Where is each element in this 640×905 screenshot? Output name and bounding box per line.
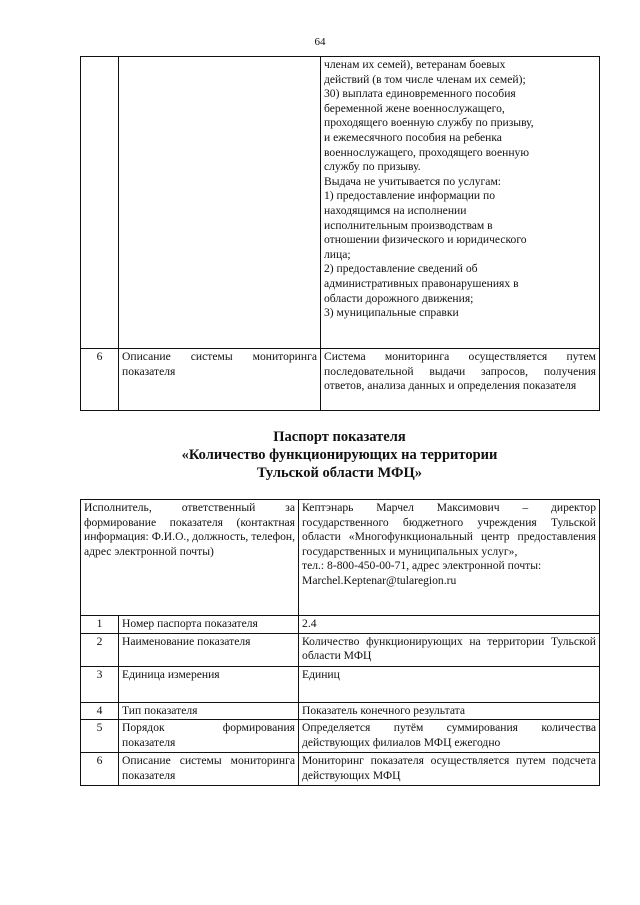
description-line: членам их семей), ветеранам боевых bbox=[324, 58, 506, 71]
row-number-cell: 6 bbox=[81, 349, 119, 411]
passport-title-line: «Количество функционирующих на территории bbox=[181, 447, 498, 463]
description-line: Выдача не учитывается по услугам: bbox=[324, 174, 501, 188]
row-number-cell: 1 bbox=[81, 616, 119, 634]
description-line: 2) предоставление сведений об bbox=[324, 262, 478, 276]
description-line: 1) предоставление информации по bbox=[324, 189, 495, 203]
row-label-cell: Наименование показателя bbox=[119, 633, 299, 666]
row-number-cell: 2 bbox=[81, 633, 119, 666]
row-value-cell: Мониторинг показателя осуществляется путем подсчета действующих МФЦ bbox=[299, 753, 600, 786]
passport-title bbox=[80, 428, 599, 482]
table-row bbox=[81, 702, 600, 720]
table-row bbox=[81, 500, 600, 616]
row-value-cell bbox=[321, 57, 600, 349]
table-row bbox=[81, 616, 600, 634]
description-line: лица; bbox=[324, 247, 351, 261]
description-line: проходящего военную службу по призыву, bbox=[324, 116, 534, 130]
row-label-cell: Описание системы мониторинга показателя bbox=[119, 753, 299, 786]
executor-phone: тел.: 8-800-450-00-71, адрес электронной почты: bbox=[302, 559, 542, 573]
passport-title-line: Тульской области МФЦ» bbox=[256, 465, 422, 481]
row-number-cell: 6 bbox=[81, 753, 119, 786]
description-line: области дорожного движения; bbox=[324, 291, 474, 305]
description-line: находящимся на исполнении bbox=[324, 203, 467, 217]
row-value-cell: Единиц bbox=[299, 666, 600, 702]
executor-value-cell bbox=[299, 500, 600, 616]
description-line: 3) муниципальные справки bbox=[324, 306, 459, 320]
description-line: 30) выплата единовременного пособия bbox=[324, 87, 516, 101]
row-label-cell: Номер паспорта показателя bbox=[119, 616, 299, 634]
table-row bbox=[81, 633, 600, 666]
row-number-cell: 3 bbox=[81, 666, 119, 702]
row-label-cell: Описание системы мониторинга показателя bbox=[119, 349, 321, 411]
row-label-cell: Единица измерения bbox=[119, 666, 299, 702]
table-row bbox=[81, 349, 600, 411]
description-line: и ежемесячного пособия на ребенка bbox=[324, 130, 502, 144]
description-line: беременной жене военнослужащего, bbox=[324, 101, 505, 115]
table-row bbox=[81, 720, 600, 753]
table-row bbox=[81, 57, 600, 349]
description-line: отношении физического и юридического bbox=[324, 233, 527, 247]
row-label-cell: Порядок формирования показателя bbox=[119, 720, 299, 753]
row-value-cell: Показатель конечного результата bbox=[299, 702, 600, 720]
table-row bbox=[81, 753, 600, 786]
indicator-table-continued bbox=[80, 56, 600, 411]
description-line: службу по призыву. bbox=[324, 160, 421, 174]
executor-label-cell: Исполнитель, ответственный за формирование показателя (контактная информация: Ф.И.О., должность, телефон, адрес электронной почты) bbox=[81, 500, 299, 616]
table-row bbox=[81, 666, 600, 702]
row-number-cell bbox=[81, 57, 119, 349]
description-line: военнослужащего, проходящего военную bbox=[324, 145, 529, 159]
description-line: исполнительным производствам в bbox=[324, 218, 493, 232]
row-number-cell: 4 bbox=[81, 702, 119, 720]
row-label-cell bbox=[119, 57, 321, 349]
row-value-cell: 2.4 bbox=[299, 616, 600, 634]
passport-table bbox=[80, 499, 600, 786]
page-number: 64 bbox=[314, 36, 326, 48]
row-value-cell: Определяется путём суммирования количества действующих филиалов МФЦ ежегодно bbox=[299, 720, 600, 753]
executor-email: Marchel.Keptenar@tularegion.ru bbox=[302, 573, 457, 587]
executor-name: Кептэнарь Марчел Максимович – директор государственного бюджетного учреждения Тульской области «Многофункциональный центр предоставления государственных и муниципальных услуг», bbox=[302, 501, 597, 558]
row-value-cell: Система мониторинга осуществляется путем последовательной выдачи запросов, получения ответов, анализа данных и определения показателя bbox=[321, 349, 600, 411]
row-number-cell: 5 bbox=[81, 720, 119, 753]
passport-title-line: Паспорт показателя bbox=[273, 429, 406, 445]
description-line: административных правонарушениях в bbox=[324, 276, 519, 290]
row-label-cell: Тип показателя bbox=[119, 702, 299, 720]
row-value-cell: Количество функционирующих на территории Тульской области МФЦ bbox=[299, 633, 600, 666]
description-line: действий (в том числе членам их семей); bbox=[324, 72, 526, 86]
